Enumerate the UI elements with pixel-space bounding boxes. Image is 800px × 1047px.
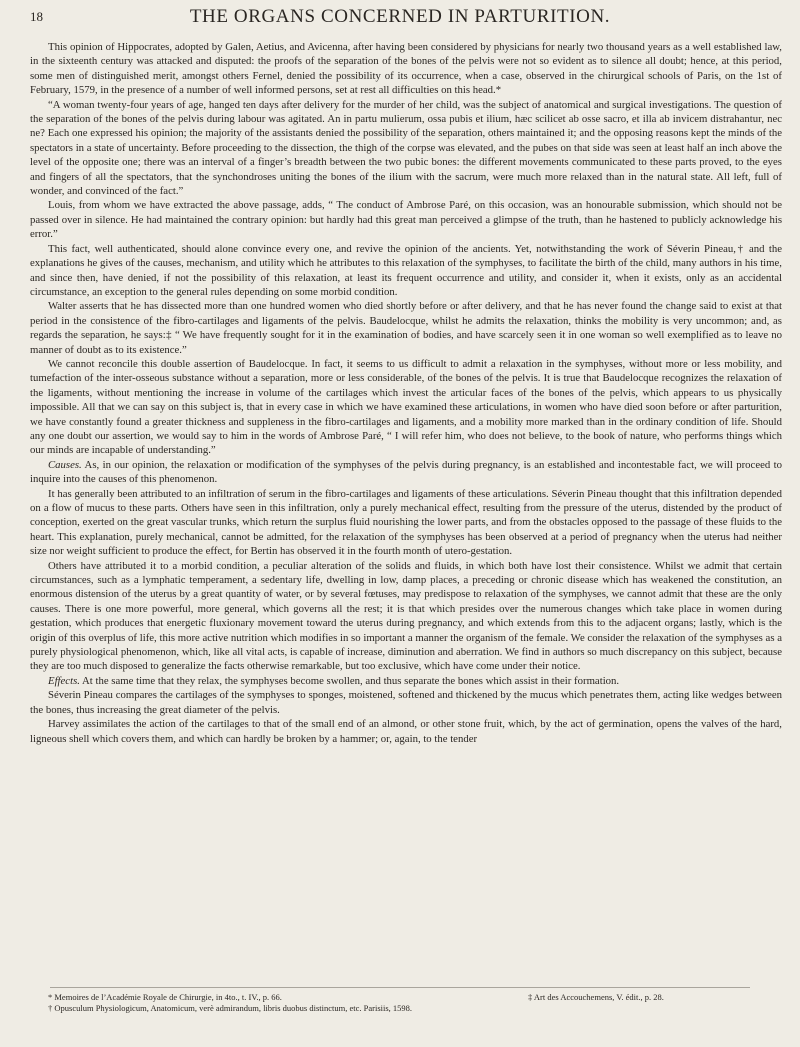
paragraph-text: As, in our opinion, the relaxation or modification of the symphyses of the pelvis during pregnancy, is an established and incontestable fact, we will proceed to inquire into the causes of this phenomenon. — [30, 458, 782, 486]
paragraph: Others have attributed it to a morbid condition, a peculiar alteration of the solids and fluids, in which both have lost their consistence. Whilst we admit that certain circumstances, such as a lymphatic temperament, a sedentary life, dwelling in low, damp places, a preceding or chronic disease which has weakened the constitution, an enormous distension of the uterus by a great quantity of water, or by several fœtuses, may predispose to relaxation of the symphyses, we cannot admit that these are the only causes. There is one more powerful, more general, which governs all the rest; it is that which presides over the numerous changes which take place in women during gestation, which produces that energetic fluxionary movement toward the uterus during pregnancy, and which extends from this to the adjacent organs; lastly, which is the origin of this overplus of life, this more active nutrition which modifies in so important a manner the organism of the female. We consider the relaxation of the symphyses as a purely physiological phenomenon, which, like all vital acts, is capable of increase, diminution and aberration. We find in authors so much discrepancy on this subject, because they are too much disposed to generalize the facts otherwise remarkable, but too exclusive, which have come under their notice. — [30, 559, 782, 673]
page-header — [0, 4, 800, 30]
paragraph: It has generally been attributed to an infiltration of serum in the fibro-cartilages and ligaments of these articulations. Séverin Pineau thought that this infiltration depended on a flow of mucus to these parts. Others have seen in this infiltration, only a purely mechanical effect, resulting from the pressure of the uterus, distended by the product of conception, exerted on the great vascular trunks, which return the surplus fluid nourishing the lower parts, and from the obstacles opposed to the passage of these fluids to the heart. This explanation, purely mechanical, cannot be admitted, for the relaxation of the symphyses has been observed at a period of pregnancy when the uterus had neither size nor weight sufficient to produce the effect, for Bertin has observed it in the fourth month of utero-gestation. — [30, 487, 782, 558]
running-title: THE ORGANS CONCERNED IN PARTURITION. — [189, 6, 611, 27]
paragraph: Séverin Pineau compares the cartilages of the symphyses to sponges, moistened, softened and thickened by the mucus which penetrates them, acting like wedges between the bones, thus increasing the great diameter of the pelvis. — [30, 689, 782, 716]
section-lead-effects: Effects. — [48, 674, 80, 687]
quoted-paragraph: “A woman twenty-four years of age, hanged ten days after delivery for the murder of her child, was the subject of anatomical and surgical investigations. The question of the separation of the bones of the pelvis during labour was agitated. An in partu mulierum, ossa pubis et ilium, hæc scilicet ab osse sacro, et illa ab invicem distrahantur, nec ne? Each one expressed his opinion; the majority of the assistants denied the possibility of the separation, others maintained it; and the opposing reasons kept the minds of the spectators in a state of uncertainty. Before proceeding to the dissection, the thigh of the corpse was elevated, and the pubes on that side was seen at least half an inch above the level of the opposite one; there was an interval of a finger’s breadth between the two pubic bones: the different movements communicated to these parts proved, to the eyes and fingers of all the spectators, that the synchondroses uniting the bones of the ilium with the sacrum, were much more relaxed than in the natural state. All left, full of wonder, and convinced of the fact.” — [30, 98, 782, 198]
paragraph: This fact, well authenticated, should alone convince every one, and revive the opinion of the ancients. Yet, notwithstanding the work of Séverin Pineau,† and the explanations he gives of the causes, mechanism, and utility which he attributes to this relaxation of the symphyses, to facilitate the birth of the child, many authors in his time, and since then, have denied, if not the possibility of this relaxation, at least its frequent occurrence and utility, and consider it, when it exists, only as an accidental circumstance, an exception to the general rules depending on some morbid condition. — [30, 242, 782, 298]
paragraph-causes — [30, 458, 782, 487]
paragraph-text: At the same time that they relax, the symphyses become swollen, and thus separate the bones which assist in their formation. — [79, 674, 620, 687]
footnote-divider — [50, 987, 750, 988]
footnotes — [48, 992, 768, 1014]
paragraph: We cannot reconcile this double assertion of Baudelocque. In fact, it seems to us difficult to admit a relaxation in the symphyses, without more or less mobility, and tumefaction of the inter-osseous substance without a separation, more or less considerable, of the bones of the pelvis. It is true that Baudelocque recognizes the relaxation of the ligaments, without mentioning the increase in volume of the cartilages which invest the articular faces of the bones of the pelvis, which appears to us physically impossible. All that we can say on this subject is, that in every case in which we have examined these articulations, in women who have died soon before or after parturition, we have constantly found a greater thickness and suppleness in the fibro-cartilages and ligaments, and a mobility more marked than in the ordinary condition of life. Should any one doubt our assertion, we would say to him in the words of Ambrose Paré, “ I will refer him, who does not believe, to the book of nature, who performs things which our minds are incapable of understanding.” — [30, 357, 782, 457]
footnote-star: * Memoires de l’Académie Royale de Chirurgie, in 4to., t. IV., p. 66. — [48, 992, 282, 1002]
footnote-double-dagger: ‡ Art des Accouchemens, V. édit., p. 28. — [528, 992, 664, 1002]
paragraph-effects — [30, 674, 782, 688]
page-number: 18 — [30, 9, 43, 24]
footnote-dagger: † Opusculum Physiologicum, Anatomicum, verè admirandum, libris duobus distinctum, etc. Parisiis, 1598. — [48, 1003, 413, 1013]
paragraph: Louis, from whom we have extracted the above passage, adds, “ The conduct of Ambrose Paré, on this occasion, was an honourable submission, which should not be passed over in silence. He had maintained the contrary opinion: but hardly had this great man perceived a glimpse of the truth, than he hastened to publicly acknowledge his error.” — [30, 199, 782, 241]
paragraph: Walter asserts that he has dissected more than one hundred women who died shortly before or after delivery, and that he has never found the change said to exist at that period in the consistence of the fibro-cartilages and ligaments of the pelvis. Baudelocque, whilst he admits the relaxation, thinks the mobility is very uncommon; and, as regards the separation, he says:‡ “ We have frequently sought for it in the examination of bodies, and have scarcely seen it in one woman so well exemplified as to leave no manner of doubt as to its existence.” — [30, 300, 782, 356]
paragraph: Harvey assimilates the action of the cartilages to that of the small end of an almond, or other stone fruit, which, by the act of germination, opens the valves of the hard, ligneous shell which covers them, and which can hardly be broken by a hammer; or, again, to the tender — [30, 718, 782, 745]
paragraph: This opinion of Hippocrates, adopted by Galen, Aetius, and Avicenna, after having been considered by physicians for nearly two thousand years as a well established law, in the sixteenth century was attacked and disputed: the proofs of the separation of the bones of the pelvis were not so evident as to silence all doubt; hence, at this period, some men of distinguished merit, amongst others Fernel, denied the possibility of its occurrence, when a case, observed in the chirurgical schools of Paris, on the 1st of February, 1579, in the presence of a number of well informed persons, set at rest all difficulties on this head.* — [30, 41, 782, 97]
section-lead-causes: Causes. — [48, 458, 82, 471]
body-text — [30, 40, 782, 746]
